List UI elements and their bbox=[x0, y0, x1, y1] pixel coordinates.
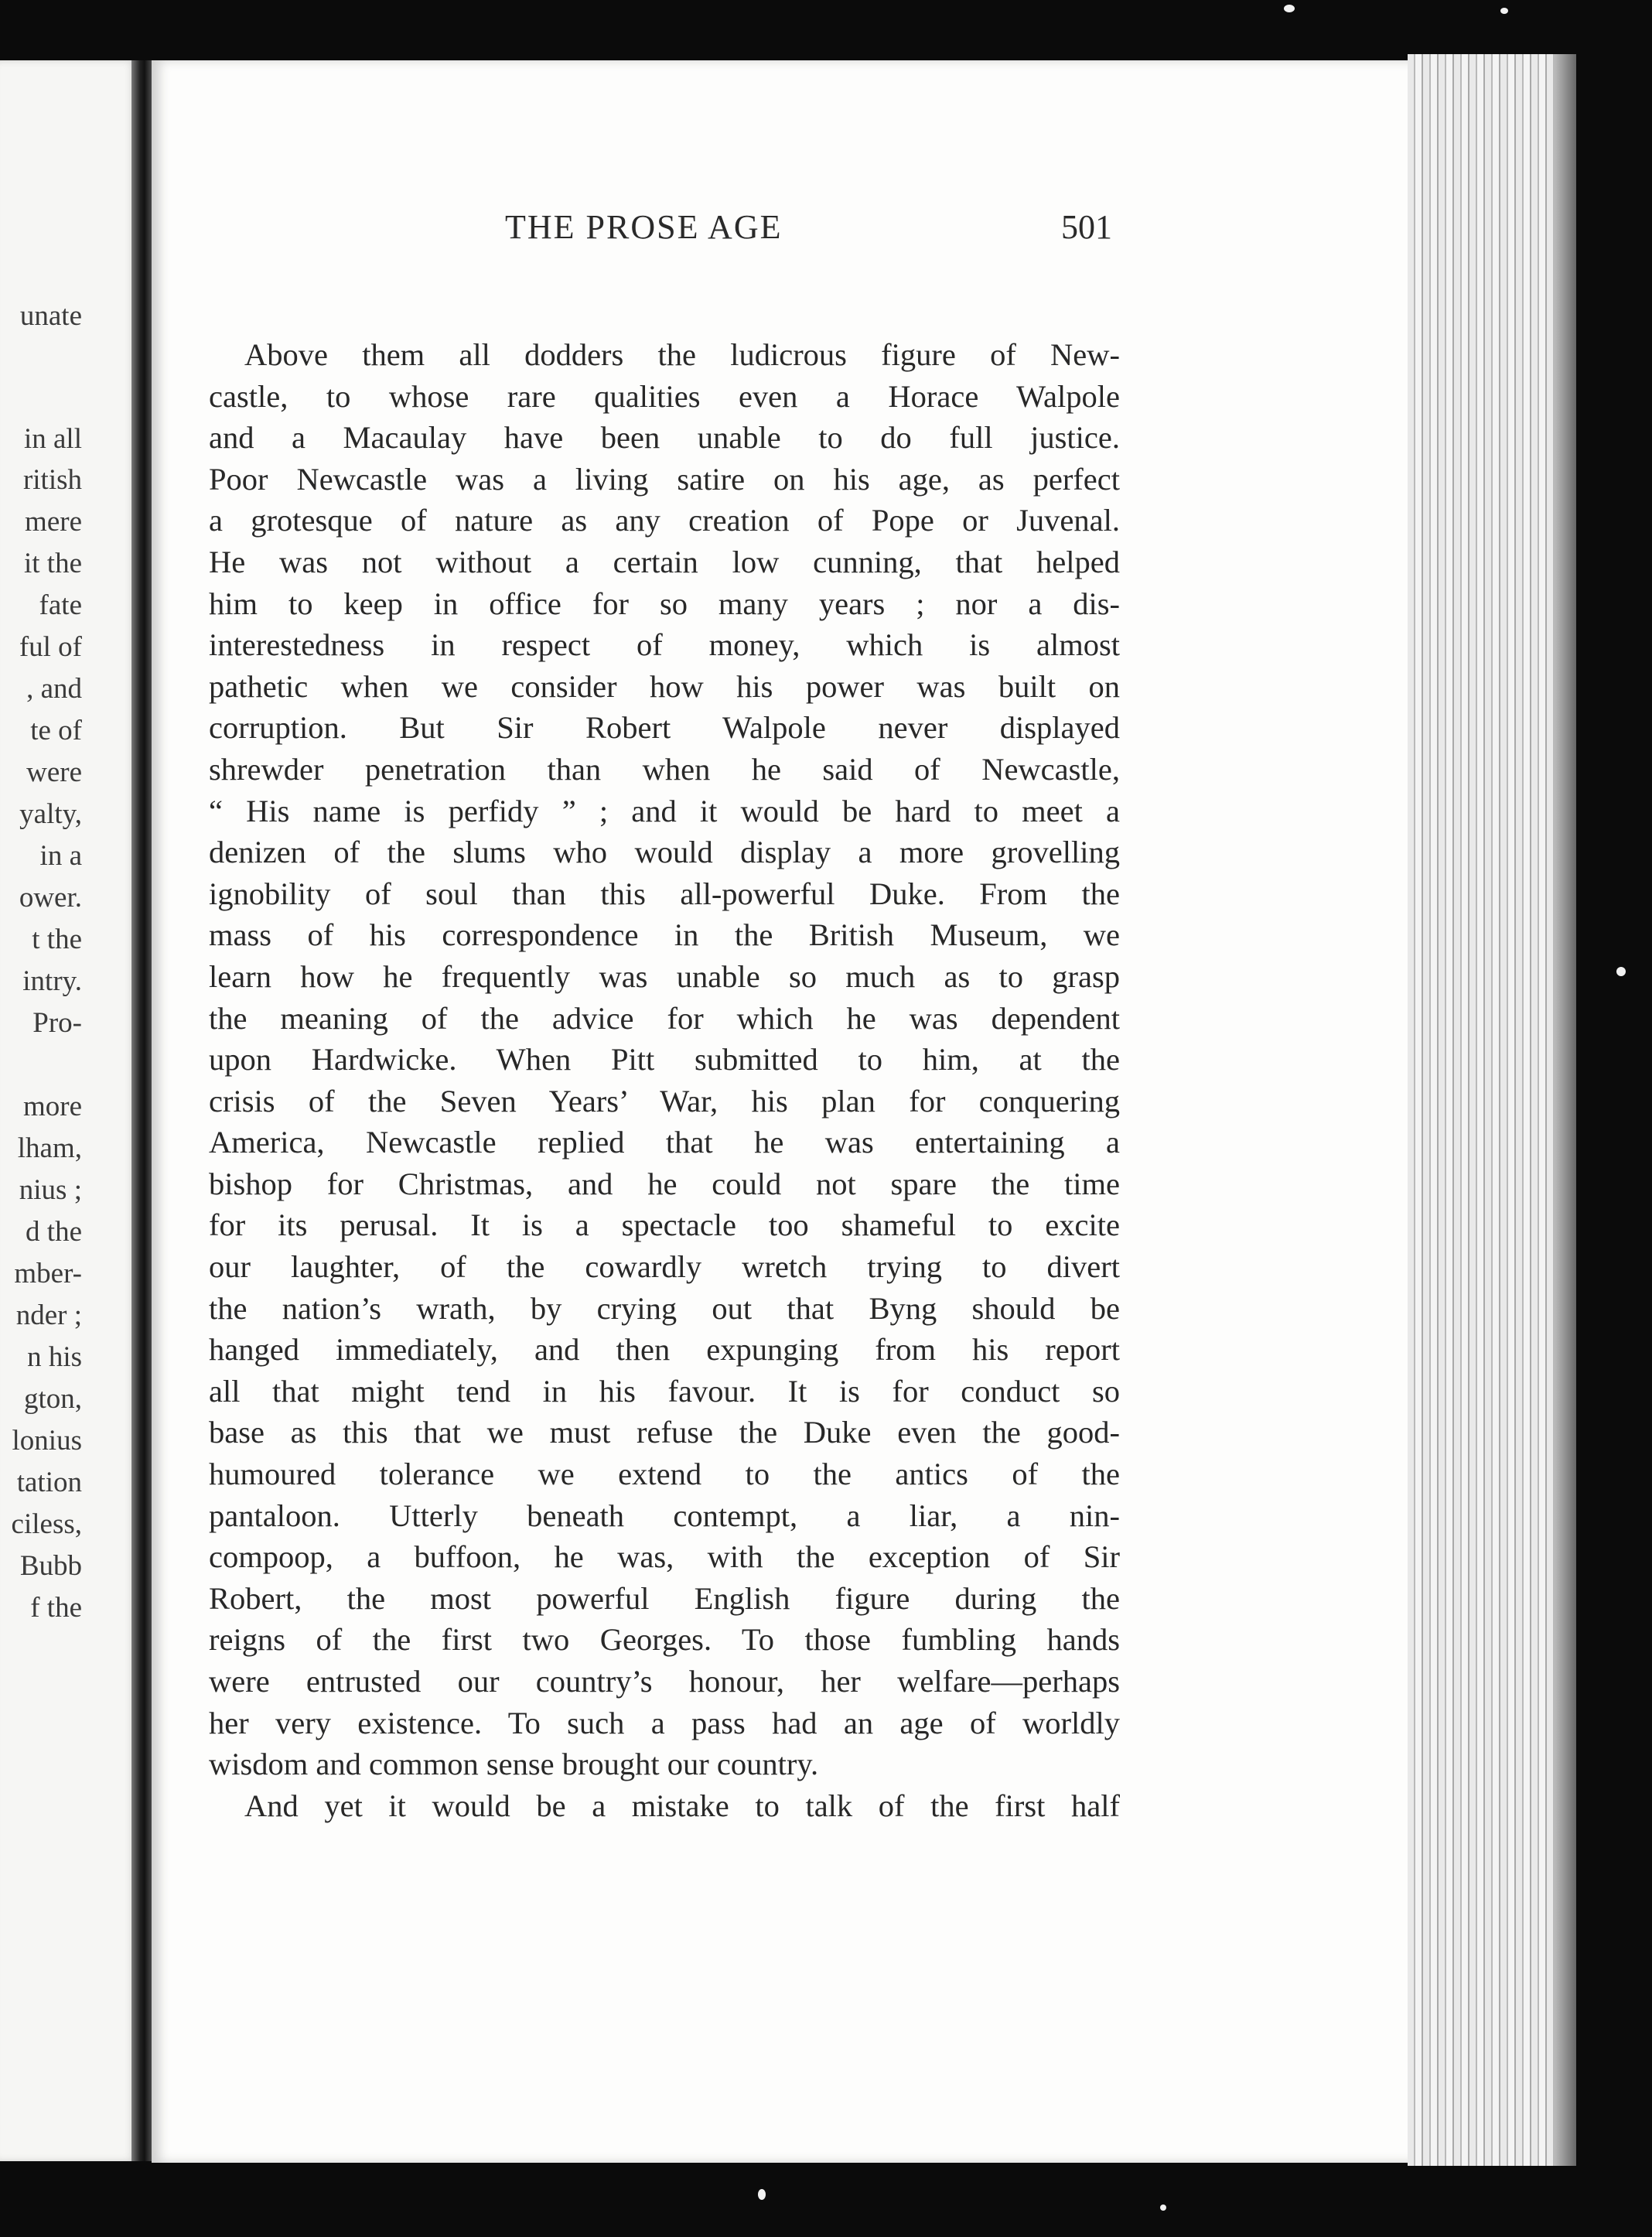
page-edges bbox=[1408, 54, 1576, 2166]
left-page-fragment: ciless, bbox=[11, 1508, 82, 1540]
left-page-fragment: tation bbox=[16, 1467, 82, 1498]
left-facing-page bbox=[0, 60, 138, 2161]
text-line: upon Hardwicke. When Pitt submitted to him, at the bbox=[209, 1042, 1120, 1078]
text-line: our laughter, of the cowardly wretch trying to divert bbox=[209, 1249, 1120, 1285]
left-page-fragment: mere bbox=[25, 506, 82, 538]
text-line: for its perusal. It is a spectacle too shameful to excite bbox=[209, 1207, 1120, 1243]
left-page-text-fragments bbox=[0, 60, 138, 2161]
running-title: THE PROSE AGE bbox=[505, 208, 783, 246]
left-page-fragment: nder ; bbox=[15, 1300, 82, 1331]
text-line: were entrusted our country’s honour, her welfare—perhaps bbox=[209, 1664, 1120, 1699]
left-page-fragment: in a bbox=[39, 840, 82, 872]
right-page bbox=[152, 60, 1412, 2163]
text-line: all that might tend in his favour. It is for conduct so bbox=[209, 1373, 1120, 1409]
text-line: her very existence. To such a pass had an age of worldly bbox=[209, 1705, 1120, 1740]
text-line: a grotesque of nature as any creation of Pope or Juvenal. bbox=[209, 503, 1120, 538]
left-page-fragment: te of bbox=[30, 715, 82, 746]
text-line: corruption. But Sir Robert Walpole never displayed bbox=[209, 710, 1120, 746]
left-page-fragment: fate bbox=[39, 589, 82, 621]
left-page-fragment: more bbox=[22, 1091, 82, 1122]
dust-speck bbox=[1616, 967, 1626, 976]
left-page-fragment: Pro- bbox=[32, 1007, 82, 1039]
dust-speck bbox=[1284, 5, 1295, 12]
left-page-fragment: lham, bbox=[17, 1132, 82, 1164]
text-line: learn how he frequently was unable so much as to grasp bbox=[209, 958, 1120, 994]
text-line: interestedness in respect of money, which is almost bbox=[209, 627, 1120, 663]
left-page-fragment: t the bbox=[32, 924, 82, 955]
text-line: compoop, a buffoon, he was, with the exception of Sir bbox=[209, 1539, 1120, 1575]
text-line: humoured tolerance we extend to the antics of the bbox=[209, 1457, 1120, 1492]
text-line: castle, to whose rare qualities even a Horace Walpole bbox=[209, 378, 1120, 414]
left-page-fragment: in all bbox=[23, 423, 82, 455]
text-line: And yet it would be a mistake to talk of the first half bbox=[244, 1788, 1120, 1823]
page-number: 501 bbox=[1061, 208, 1112, 246]
text-line: “ His name is perfidy ” ; and it would be hard to meet a bbox=[209, 793, 1120, 828]
dust-speck bbox=[758, 2189, 766, 2200]
text-line: base as this that we must refuse the Duke even the good- bbox=[209, 1415, 1120, 1450]
text-line: reigns of the first two Georges. To those fumbling hands bbox=[209, 1622, 1120, 1658]
text-line: and a Macaulay have been unable to do full justice. bbox=[209, 420, 1120, 456]
text-line: ignobility of soul than this all-powerful Duke. From the bbox=[209, 876, 1120, 911]
left-page-fragment: nius ; bbox=[19, 1174, 82, 1206]
left-page-fragment: d the bbox=[26, 1216, 82, 1248]
left-page-fragment: gton, bbox=[23, 1383, 82, 1415]
text-line: hanged immediately, and then expunging from his report bbox=[209, 1332, 1120, 1368]
text-line: Robert, the most powerful English figure during the bbox=[209, 1580, 1120, 1616]
text-line: the meaning of the advice for which he was dependent bbox=[209, 1000, 1120, 1036]
text-line: shrewder penetration than when he said of Newcastle, bbox=[209, 751, 1120, 787]
left-page-fragment: intry. bbox=[22, 965, 82, 997]
body-text bbox=[209, 334, 1120, 1826]
text-line: crisis of the Seven Years’ War, his plan for conquering bbox=[209, 1083, 1120, 1118]
left-page-fragment: it the bbox=[23, 548, 82, 579]
running-header bbox=[152, 207, 1412, 254]
text-line: Above them all dodders the ludicrous figure of New- bbox=[244, 337, 1120, 372]
left-page-fragment: ower. bbox=[19, 882, 82, 914]
left-page-fragment: Bubb bbox=[19, 1550, 82, 1582]
text-line: He was not without a certain low cunning, that helped bbox=[209, 544, 1120, 579]
left-page-fragment: , and bbox=[26, 673, 82, 705]
left-page-fragment: unate bbox=[19, 300, 82, 332]
text-line: Poor Newcastle was a living satire on his age, as perfect bbox=[209, 461, 1120, 497]
text-line: bishop for Christmas, and he could not spare the time bbox=[209, 1166, 1120, 1201]
dust-speck bbox=[1160, 2205, 1166, 2211]
text-line: pantaloon. Utterly beneath contempt, a liar, a nin- bbox=[209, 1498, 1120, 1533]
left-page-fragment: mber- bbox=[14, 1258, 82, 1289]
left-page-fragment: lonius bbox=[12, 1425, 82, 1457]
left-page-fragment: yalty, bbox=[19, 798, 82, 830]
dust-speck bbox=[1500, 8, 1508, 14]
text-line: America, Newcastle replied that he was entertaining a bbox=[209, 1125, 1120, 1160]
left-page-fragment: n his bbox=[27, 1341, 82, 1373]
book-gutter bbox=[131, 60, 153, 2161]
text-line: denizen of the slums who would display a more grovelling bbox=[209, 835, 1120, 870]
left-page-fragment: ritish bbox=[22, 464, 82, 496]
page-edges-shadow bbox=[1555, 54, 1576, 2166]
left-page-fragment: ful of bbox=[19, 631, 82, 663]
text-line: him to keep in office for so many years ; nor a dis- bbox=[209, 586, 1120, 621]
text-line: pathetic when we consider how his power was built on bbox=[209, 668, 1120, 704]
text-line: wisdom and common sense brought our country. bbox=[209, 1747, 819, 1782]
text-line: the nation’s wrath, by crying out that Byng should be bbox=[209, 1290, 1120, 1326]
left-page-fragment: f the bbox=[30, 1592, 82, 1624]
left-page-fragment: were bbox=[26, 756, 82, 788]
text-line: mass of his correspondence in the British Museum, we bbox=[209, 917, 1120, 953]
